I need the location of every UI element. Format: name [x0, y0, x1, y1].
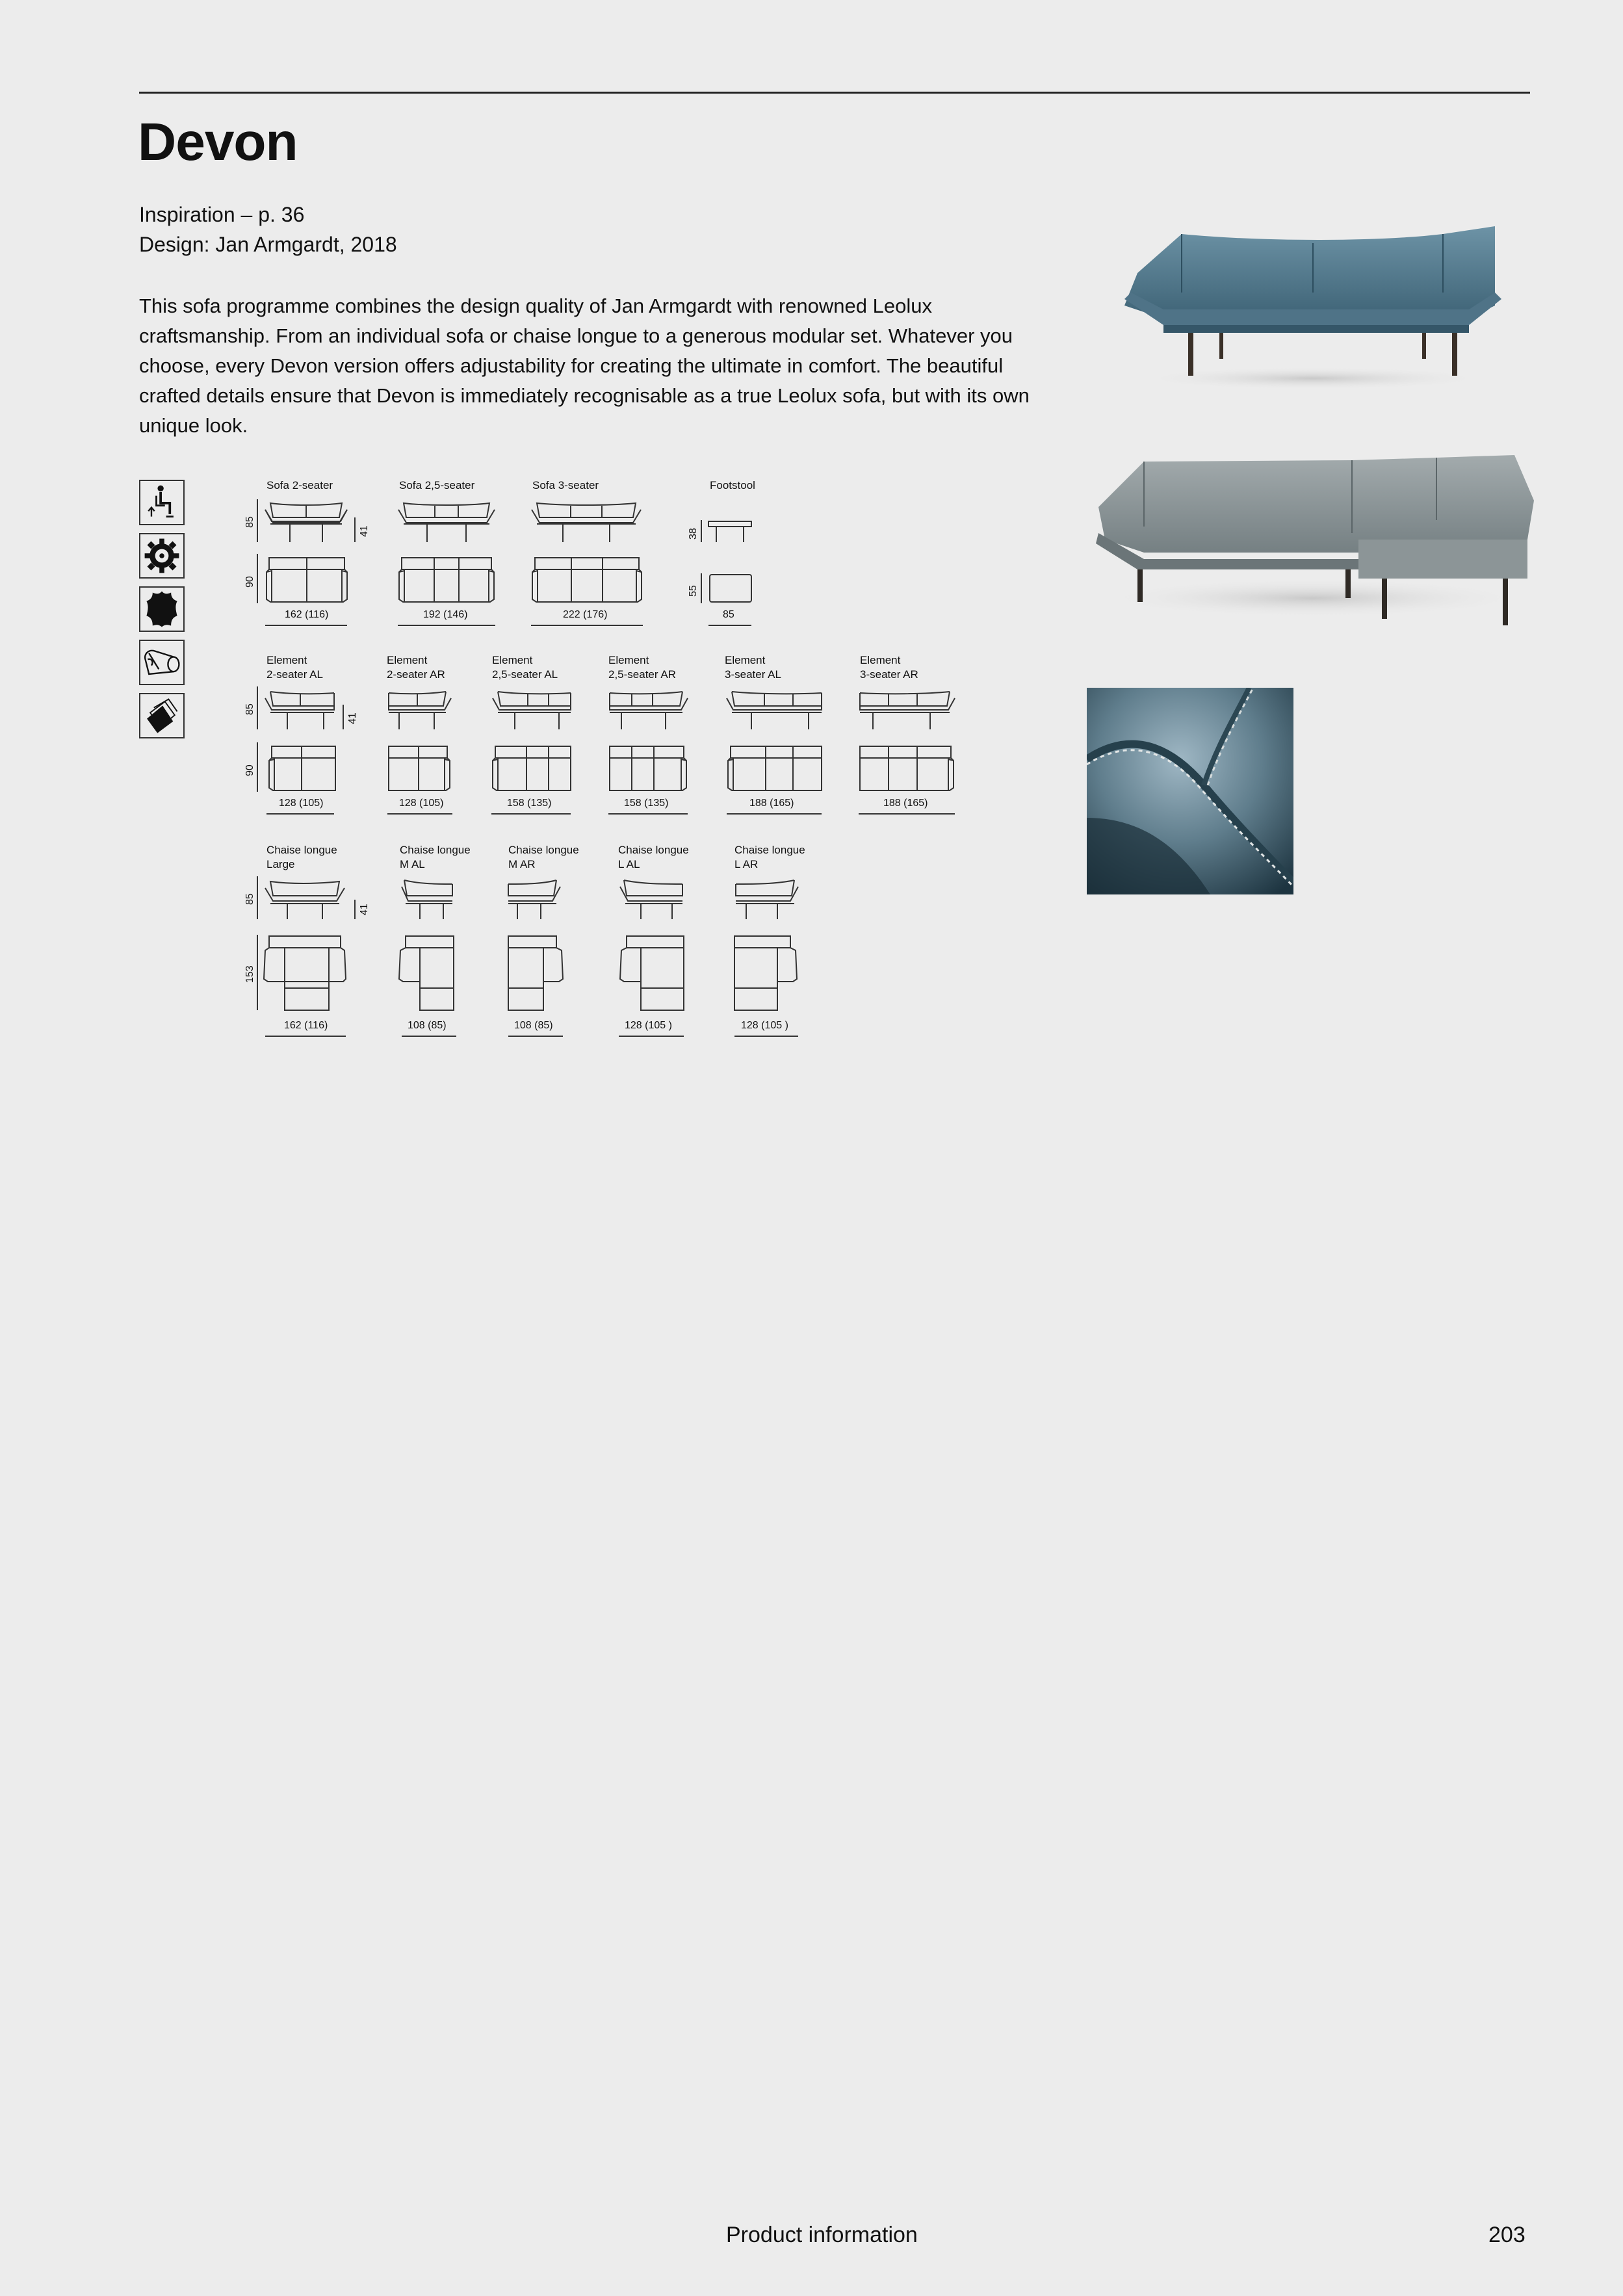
intro-paragraph: This sofa programme combines the design quality of Jan Armgardt with renowned Leolux craftsmanship. From an individual sofa or chaise longue to a generous modular set. Whatever you choose, every Devon version offers adjustability for creating the ultimate in comfort. The beautiful crafted details ensure that Devon is immediately recognisable as a true Leolux sofa, but with its own unique look.	[139, 294, 1030, 437]
chaise-large-top-drawing	[263, 933, 347, 1011]
chaise-m-ar-front-drawing	[507, 876, 562, 920]
item-label: Sofa 2-seater	[266, 479, 333, 491]
footstool-depth-dim: 55	[688, 585, 699, 597]
width-line	[859, 813, 955, 815]
item-label: Chaise longue L AL	[618, 844, 689, 870]
sofa-3-top-drawing	[531, 555, 643, 603]
width-dim: 162 (116)	[285, 609, 329, 620]
chaise-m-al-front-drawing	[400, 876, 455, 920]
width-line	[266, 813, 334, 815]
width-line	[508, 1036, 563, 1037]
leather-hide-icon	[139, 586, 185, 632]
width-dim: 188 (165)	[749, 798, 794, 809]
height-dim: 85	[244, 893, 255, 905]
page-title: Devon	[138, 112, 298, 172]
width-line	[619, 1036, 684, 1037]
width-dim: 108 (85)	[408, 1020, 447, 1031]
width-dim: 108 (85)	[514, 1020, 553, 1031]
item-label: Sofa 2,5-seater	[399, 479, 475, 491]
element-3-al-front-drawing	[725, 686, 823, 731]
height-line	[257, 686, 258, 729]
width-dim: 158 (135)	[507, 798, 552, 809]
depth-line	[257, 742, 258, 792]
footstool-height-line	[701, 520, 702, 542]
element-25-ar-top-drawing	[608, 744, 689, 792]
corner-sofa-photo	[1085, 442, 1540, 631]
seat-dim: 41	[347, 712, 358, 724]
width-line	[491, 813, 571, 815]
height-dim: 85	[244, 703, 255, 715]
item-label: Chaise longue Large	[266, 844, 337, 870]
width-line	[398, 625, 495, 626]
seat-adjust-icon	[139, 480, 185, 525]
width-dim: 162 (116)	[284, 1020, 328, 1031]
element-25-al-top-drawing	[491, 744, 572, 792]
width-line	[402, 1036, 456, 1037]
sofa-2-top-drawing	[265, 555, 348, 603]
chaise-l-ar-front-drawing	[734, 876, 799, 920]
item-label: Element 3-seater AR	[860, 654, 918, 681]
item-label: Element 3-seater AL	[725, 654, 781, 681]
swatch-cards-icon	[139, 693, 185, 738]
chaise-m-al-top-drawing	[398, 933, 456, 1011]
item-label: Element 2-seater AR	[387, 654, 445, 681]
depth-line	[257, 935, 258, 1010]
width-dim: 158 (135)	[624, 798, 669, 809]
chaise-large-front-drawing	[264, 876, 346, 920]
seat-line	[354, 900, 356, 919]
chaise-m-ar-top-drawing	[507, 933, 565, 1011]
footstool-top-drawing	[708, 573, 753, 603]
width-line	[727, 813, 822, 815]
width-line	[734, 1036, 798, 1037]
sofa-2-front-drawing	[264, 498, 348, 543]
sofa-3-front-drawing	[530, 498, 642, 543]
item-label: Chaise longue L AR	[734, 844, 805, 870]
width-line	[265, 1036, 346, 1037]
cog-icon	[139, 533, 185, 579]
page-number: 203	[1488, 2223, 1526, 2247]
footstool-depth-line	[701, 573, 702, 603]
item-label: Element 2-seater AL	[266, 654, 323, 681]
chaise-l-al-top-drawing	[619, 933, 685, 1011]
sofa-25-top-drawing	[398, 555, 495, 603]
width-dim: 128 (105)	[279, 798, 324, 809]
footer-section-title: Product information	[726, 2223, 918, 2247]
inspiration-ref: Inspiration – p. 36	[139, 203, 305, 226]
seat-dim: 41	[359, 525, 370, 537]
sofa-25-front-drawing	[397, 498, 496, 543]
element-3-ar-front-drawing	[859, 686, 956, 731]
depth-dim: 90	[244, 576, 255, 588]
item-label: Chaise longue M AL	[400, 844, 471, 870]
footstool-front-drawing	[707, 520, 753, 543]
item-label: Sofa 3-seater	[532, 479, 599, 491]
seat-line	[354, 517, 356, 542]
depth-dim: 153	[244, 965, 255, 983]
item-label: Element 2,5-seater AL	[492, 654, 558, 681]
width-dim: 128 (105)	[399, 798, 444, 809]
width-line	[608, 813, 688, 815]
designer-credit: Design: Jan Armgardt, 2018	[139, 233, 397, 256]
element-25-ar-front-drawing	[608, 686, 689, 731]
item-label: Footstool	[710, 479, 755, 491]
fabric-roll-icon	[139, 640, 185, 685]
chaise-l-ar-top-drawing	[733, 933, 799, 1011]
depth-line	[257, 554, 258, 603]
width-line	[387, 813, 452, 815]
item-label: Chaise longue M AR	[508, 844, 579, 870]
width-dim: 85	[723, 609, 734, 620]
chaise-l-al-front-drawing	[619, 876, 684, 920]
height-line	[257, 499, 258, 542]
width-dim: 222 (176)	[563, 609, 608, 620]
width-line	[708, 625, 751, 626]
element-3-al-top-drawing	[727, 744, 823, 792]
width-dim: 192 (146)	[423, 609, 468, 620]
width-dim: 188 (165)	[883, 798, 928, 809]
height-line	[257, 876, 258, 919]
element-2-al-front-drawing	[264, 686, 335, 731]
element-2-ar-front-drawing	[387, 686, 452, 731]
element-3-ar-top-drawing	[859, 744, 956, 792]
width-line	[265, 625, 347, 626]
top-rule	[139, 92, 1530, 94]
height-dim: 85	[244, 516, 255, 528]
element-2-ar-top-drawing	[387, 744, 452, 792]
item-label: Element 2,5-seater AR	[608, 654, 676, 681]
footstool-height-dim: 38	[688, 528, 699, 540]
sofa-photo	[1105, 195, 1521, 390]
element-25-al-front-drawing	[491, 686, 572, 731]
width-line	[531, 625, 643, 626]
seat-line	[343, 705, 344, 729]
seat-dim: 41	[359, 904, 370, 915]
stitching-detail-photo	[1087, 688, 1293, 894]
element-2-al-top-drawing	[268, 744, 337, 792]
width-dim: 128 (105 )	[741, 1020, 788, 1031]
width-dim: 128 (105 )	[625, 1020, 672, 1031]
depth-dim: 90	[244, 764, 255, 776]
